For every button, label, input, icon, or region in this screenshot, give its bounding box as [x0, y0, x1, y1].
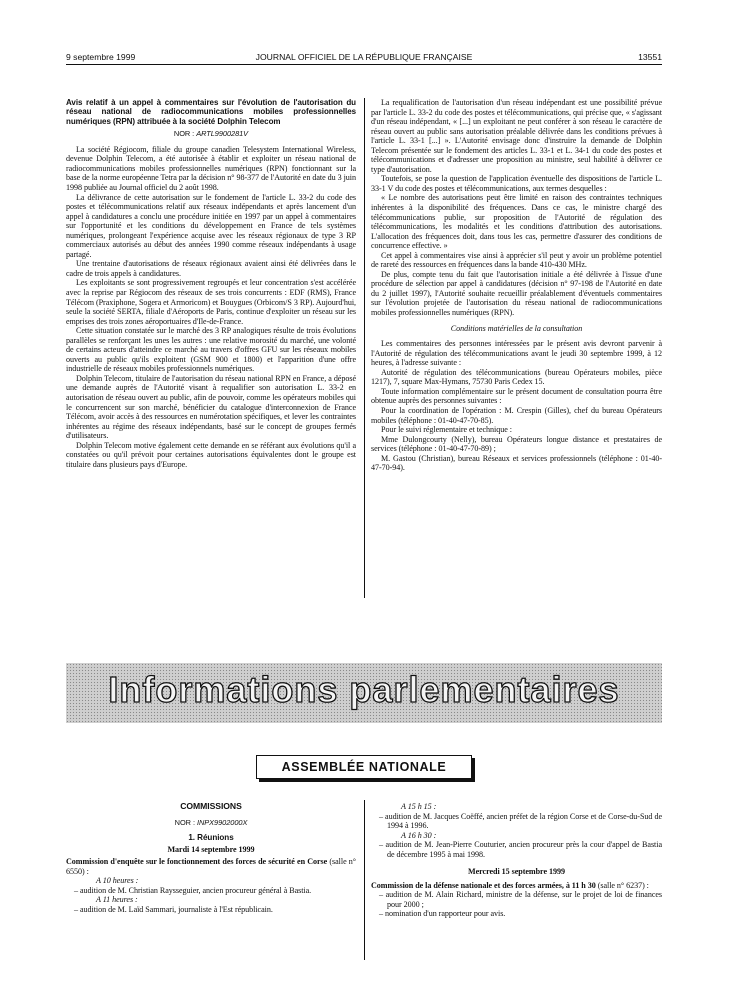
commissions-title: COMMISSIONS — [180, 801, 242, 811]
avis-paragraph: La société Régiocom, filiale du groupe canadien Telesystem International Wireless, devenue Dolphin Telecom, a été autorisée à établir et exploiter un réseau national de radiocommunications mobiles professionnelles numériques (RPN) fonctionnant sur la base de la norme européenne Tetra par la décision n° 98-377 de l'Autorité en date du 3 juin 1998 publiée au Journal officiel du 2 août 1998. — [66, 144, 356, 192]
column-divider-top — [364, 98, 365, 598]
session-time: A 10 heures : — [96, 876, 139, 886]
commission-2-name: Commission de la défense nationale et des forces armées, à 11 h 30 — [371, 880, 596, 890]
commissions-nor-label: NOR : — [174, 817, 195, 827]
avis-paragraph: Cet appel à commentaires vise ainsi à apprécier s'il peut y avoir un problème potentiel de rareté des ressources en fréquences dans la bande 410-430 MHz. — [371, 250, 662, 270]
page-header — [66, 48, 662, 62]
avis-paragraph: Cette situation constatée sur le marché des 3 RP analogiques résulte de trois évolutions parallèles se renforçant les unes les autres : une relative morosité du marché, une volonté de certains acteurs d'atteindre ce marché au travers d'offres GFU sur les réseaux mobiles ouverts au public qu'ils exploitent (GSM 900 et 1800) et l'apparition d'une offre industrielle de réseaux mobiles professionnels numériques. — [66, 326, 356, 374]
informations-parlementaires-banner — [66, 663, 662, 723]
conditions-paragraph: Pour le suivi réglementaire et technique : — [381, 425, 512, 435]
session-item: – nomination d'un rapporteur pour avis. — [379, 909, 506, 919]
avis-paragraph: Toutefois, se pose la question de l'application éventuelle des dispositions de l'article L. 33-1 V du code des postes et télécommunications, aux termes desquelles : — [371, 174, 662, 193]
commission-1-name: Commission d'enquête sur le fonctionnement des forces de sécurité en Corse — [66, 857, 328, 867]
session-item: – audition de M. Jean-Pierre Couturier, ancien procureur près la cour d'appel de Bastia de décembre 1995 à mai 1998. — [379, 840, 662, 859]
avis-nor-code: ARTL9900281V — [196, 129, 249, 139]
commissions-left-column — [66, 802, 356, 914]
conditions-paragraph: Mme Dulongcourty (Nelly), bureau Opérateurs longue distance et prestataires de services (téléphone : 01-40-47-70-89) ; — [371, 434, 662, 454]
commission-1 — [66, 857, 356, 876]
avis-paragraph: Dolphin Telecom, titulaire de l'autorisation du réseau national RPN en France, a déposé une demande auprès de l'Autorité visant à requalifier son autorisation L. 33-2 en autorisation de réseau ouvert au public, afin de pouvoir, comme les opérateurs mobiles qui le concurrencent sur son marché, bénéficier du catalogue d'interconnexion de France Télécom, avoir accès à des ressources en numérotation spécifiques, et lever les contraintes inhérentes au régime des réseaux indépendants, basé sur le concept de groupes fermés d'utilisateurs. — [66, 373, 356, 441]
commissions-nor — [66, 818, 356, 828]
commission-2 — [371, 881, 662, 891]
commissions-nor-code: INPX9902000X — [196, 817, 248, 827]
avis-paragraph: Dolphin Telecom motive également cette demande en se référant aux évolutions qu'il a constatées ou qu'il prévoit pour certaines autorisations équivalentes dont le groupe est titulaire dans plusieurs pays d'Europe. — [66, 440, 356, 469]
avis-paragraph: La délivrance de cette autorisation sur le fondement de l'article L. 33-2 du code des postes et télécommunications relatif aux réseaux indépendants et après lancement d'un appel à candidatures a conclu une procédure initiée en 1997 par un appel à commentaires sur l'opportunité et les conditions du développement en France de tels systèmes numériques, prolongeant l'expérience acquise avec les réseaux régionaux de type 3 RP commerciaux autorisés au début des années 1990 comme réseaux indépendants à usage partagé. — [66, 192, 356, 259]
column-divider-bottom — [364, 800, 365, 960]
session-time: A 15 h 15 : — [401, 802, 437, 811]
avis-nor-label: NOR : — [173, 129, 195, 139]
banner-title: Informations parlementaires — [108, 669, 620, 710]
meeting-date-2: Mercredi 15 septembre 1999 — [468, 867, 565, 877]
avis-nor — [66, 129, 356, 139]
session-item: – audition de M. Jacques Coëffé, ancien préfet de la région Corse et de Corse-du-Sud de 1994 à 1996. — [379, 811, 662, 831]
conditions-paragraph: Autorité de régulation des télécommunications (bureau Opérateurs mobiles, pièce 1217), 7, square Max-Hymans, 75730 Paris Cedex 15. — [371, 367, 662, 387]
meeting-date-1: Mardi 14 septembre 1999 — [167, 844, 255, 854]
section-reunions: 1. Réunions — [188, 833, 234, 843]
avis-paragraph: La requalification de l'autorisation d'un réseau indépendant est une possibilité prévue par l'article L. 33-2 du code des postes et télécommunications, qui précise que, « s'agissant d'un réseau indépendant, « [...] un exploitant ne peut conférer à son réseau le caractère de réseau ouvert au public sans autorisation préalable délivrée dans les conditions prévues à l'article L. 33-1 [...] ». L'Autorité envisage donc d'instruire la demande de Dolphin Telecom présentée sur le fondement des articles L. 33-1 et L. 34-1 du code des postes et télécommunications et d'adresser une proposition au ministre, seul habilité à délivrer ce type d'autorisation. — [371, 98, 662, 174]
session-item: – audition de M. Christian Raysseguier, ancien procureur général à Bastia. — [74, 885, 312, 895]
avis-right-column — [371, 98, 662, 473]
commission-2-room: (salle n° 6237) : — [597, 880, 649, 890]
journal-title: JOURNAL OFFICIEL DE LA RÉPUBLIQUE FRANÇAISE — [255, 52, 473, 62]
avis-paragraph: Les exploitants se sont progressivement regroupés et leur concentration s'est accélérée avec la reprise par Régiocom des réseaux de ses trois concurrents : EDF (RMS), France Télécom (Praxiphone, Sogera et Armoricom) et Bouygues (Orbicom/S 3 RP). Aujourd'hui, seule la société SERTA, filiale d'Aéroports de Paris, continue d'exploiter un réseau sur les emprises des trois zones aéroportuaires d'Ile-de-France. — [66, 278, 356, 326]
conditions-paragraph: Toute information complémentaire sur le présent document de consultation pourra être obtenue auprès des personnes suivantes : — [371, 386, 662, 406]
commission-1-room: (salle n° 6550) : — [66, 857, 356, 876]
header-rule — [66, 64, 662, 65]
session-item: – audition de M. Laïd Sammari, journaliste à l'Est républicain. — [74, 904, 273, 914]
assemblee-nationale-box: ASSEMBLÉE NATIONALE — [256, 755, 472, 779]
avis-quote: « Le nombre des autorisations peut être limité en raison des contraintes techniques inhérentes à la disponibilité des fréquences. Dans ce cas, le ministre chargé des télécommunications publie, sur proposition de l'Autorité de régulation des télécommunications, les modalités et les conditions d'attribution des autorisations. L'allocation des fréquences doit, dans tous les cas, permettre d'assurer des conditions de concurrence effective. » — [371, 193, 662, 251]
conditions-paragraph: Pour la coordination de l'opération : M. Crespin (Gilles), chef du bureau Opérateurs mobiles (téléphone : 01-40-47-70-85). — [371, 405, 662, 425]
commissions-right-column — [371, 802, 662, 919]
conditions-paragraph: Les commentaires des personnes intéressées par le présent avis devront parvenir à l'Autorité de régulation des télécommunications avant le jeudi 30 septembre 1999, à 12 heures, à l'adresse suivante : — [371, 339, 662, 368]
header-date: 9 septembre 1999 — [66, 52, 136, 62]
session-time: A 16 h 30 : — [401, 830, 437, 840]
page-number: 13551 — [638, 52, 662, 62]
avis-paragraph: Une trentaine d'autorisations de réseaux régionaux avaient ainsi été délivrées dans le cadre de trois appels à candidatures. — [66, 259, 356, 278]
conditions-heading: Conditions matérielles de la consultation — [450, 323, 583, 333]
session-time: A 11 heures : — [96, 895, 138, 905]
session-item: – audition de M. Alain Richard, ministre de la défense, sur le projet de loi de finances pour 2000 ; — [379, 890, 662, 909]
avis-title: Avis relatif à un appel à commentaires sur l'évolution de l'autorisation du réseau national de radiocommunications mobiles professionnelles numériques (RPN) attribuée à la société Dolphin Telecom — [66, 98, 356, 126]
conditions-paragraph: M. Gastou (Christian), bureau Réseaux et services professionnels (téléphone : 01-40-47-70-94). — [371, 453, 662, 473]
avis-left-column — [66, 98, 356, 469]
avis-paragraph: De plus, compte tenu du fait que l'autorisation initiale a été délivrée à l'issue d'une procédure de sélection par appel à candidatures (décision n° 97-198 de l'Autorité en date du 2 juillet 1997), l'Autorité souhaite recueillir préalablement d'éventuels commentaires sur l'évolution projetée de l'autorisation du réseau national de radiocommunications mobiles professionnelles numériques (RPN). — [371, 269, 662, 318]
